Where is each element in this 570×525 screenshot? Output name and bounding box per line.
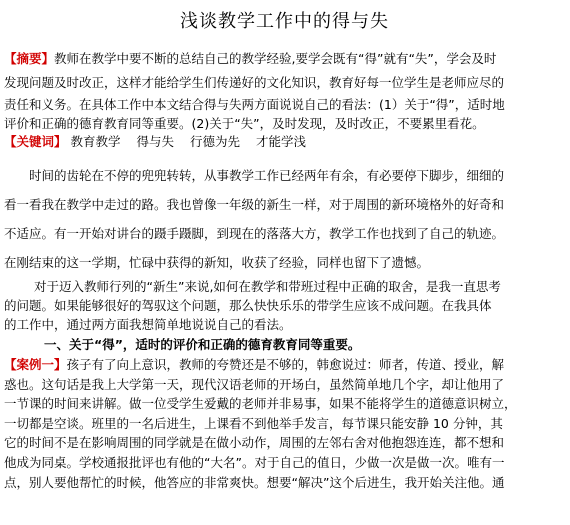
case-block (4, 355, 565, 492)
abstract-line (4, 47, 565, 71)
abstract-line: 评价和正确的德育教育同等重要。(2)关于“失”，及时发现，及时改正，不要累里看花。 (4, 116, 485, 131)
paragraph-1 (4, 161, 565, 277)
keywords-label: 【关键词】 (4, 134, 67, 149)
keywords-line (4, 133, 565, 151)
case-line: 一切都是空谈。班里的一名后进生，上课看不到他举手发言，每节课只能安静 10 分钟，其 (4, 415, 503, 431)
paragraph-line: 的问题。如果能够很好的驾驭这个问题，那么快快乐乐的带学生应该不成问题。在我具体 (4, 298, 492, 313)
abstract-text: 教师在教学中要不断的总结自己的教学经验,要学会既有“得”就有“失”，学会及时 (54, 51, 497, 66)
paragraph-line: 时间的齿轮在不停的兜兜转转，从事教学工作已经两年有余，有必要停下脚步，细细的 (29, 168, 505, 183)
paragraph-line: 不适应。有一开始对讲台的蹑手蹑脚，到现在的落落大方，教学工作也找到了自己的轨迹。 (4, 226, 505, 241)
paragraph-line: 在刚结束的这一学期，忙碌中获得的新知，收获了经验，同样也留下了遗憾。 (4, 255, 430, 270)
abstract-line: 责任和义务。在具体工作中本文结合得与失两方面说说自己的看法：(1）关于“得”，适时地 (4, 97, 505, 112)
case-text: 孩子有了向上意识，教师的夸赞还是不够的，韩愈说过：师者，传道、授业，解 (66, 357, 505, 372)
case-label: 【案例一】 (4, 357, 67, 372)
case-line: 点，别人要他帮忙的时候，他答应的非常爽快。想要“解决”这个后进生，我开始关注他。通 (4, 474, 505, 490)
paragraph-2 (4, 277, 565, 334)
keyword: 教育教学 (70, 134, 121, 149)
case-line: 一节课的时间来讲解。做一位受学生爱戴的老师并非易事，如果不能将学生的道德意识树立， (4, 396, 517, 412)
paragraph-line: 对于迈入教师行列的“新生”来说,如何在教学和带班过程中正确的取舍，是我一直思考 (34, 279, 501, 294)
keyword: 行德为先 (190, 134, 241, 149)
abstract-line: 发现问题及时改正，这样才能给学生们传递好的文化知识，教育好每一位学生是老师应尽的 (4, 75, 505, 90)
case-line: 它的时间不是在影响周围的同学就是在做小动作，周围的左邻右舍对他抱怨连连，都不想和 (4, 435, 505, 451)
keyword: 才能学浅 (256, 134, 307, 149)
abstract-label: 【摘要】 (4, 51, 55, 66)
page-title: 浅谈教学工作中的得与失 (180, 11, 389, 32)
section-heading: 一、关于“得”，适时的评价和正确的德育教育同等重要。 (44, 337, 361, 352)
abstract-block (4, 47, 565, 133)
case-line (4, 355, 565, 375)
paragraph-line: 看一看我在教学中走过的路。我也曾像一年级的新生一样，对于周围的新环境格外的好奇和 (4, 197, 505, 212)
keyword: 得与失 (136, 134, 175, 149)
paragraph-line: 的工作中，通过两方面我想简单地说说自己的看法。 (4, 317, 292, 332)
case-line: 惑也。这句话是我上大学第一天，现代汉语老师的开场白，虽然简单地几个字，却让他用了 (4, 376, 505, 392)
case-line: 他成为同桌。学校通报批评也有他的“大名”。对于自己的值日，少做一次是做一次。唯有一 (4, 454, 505, 470)
